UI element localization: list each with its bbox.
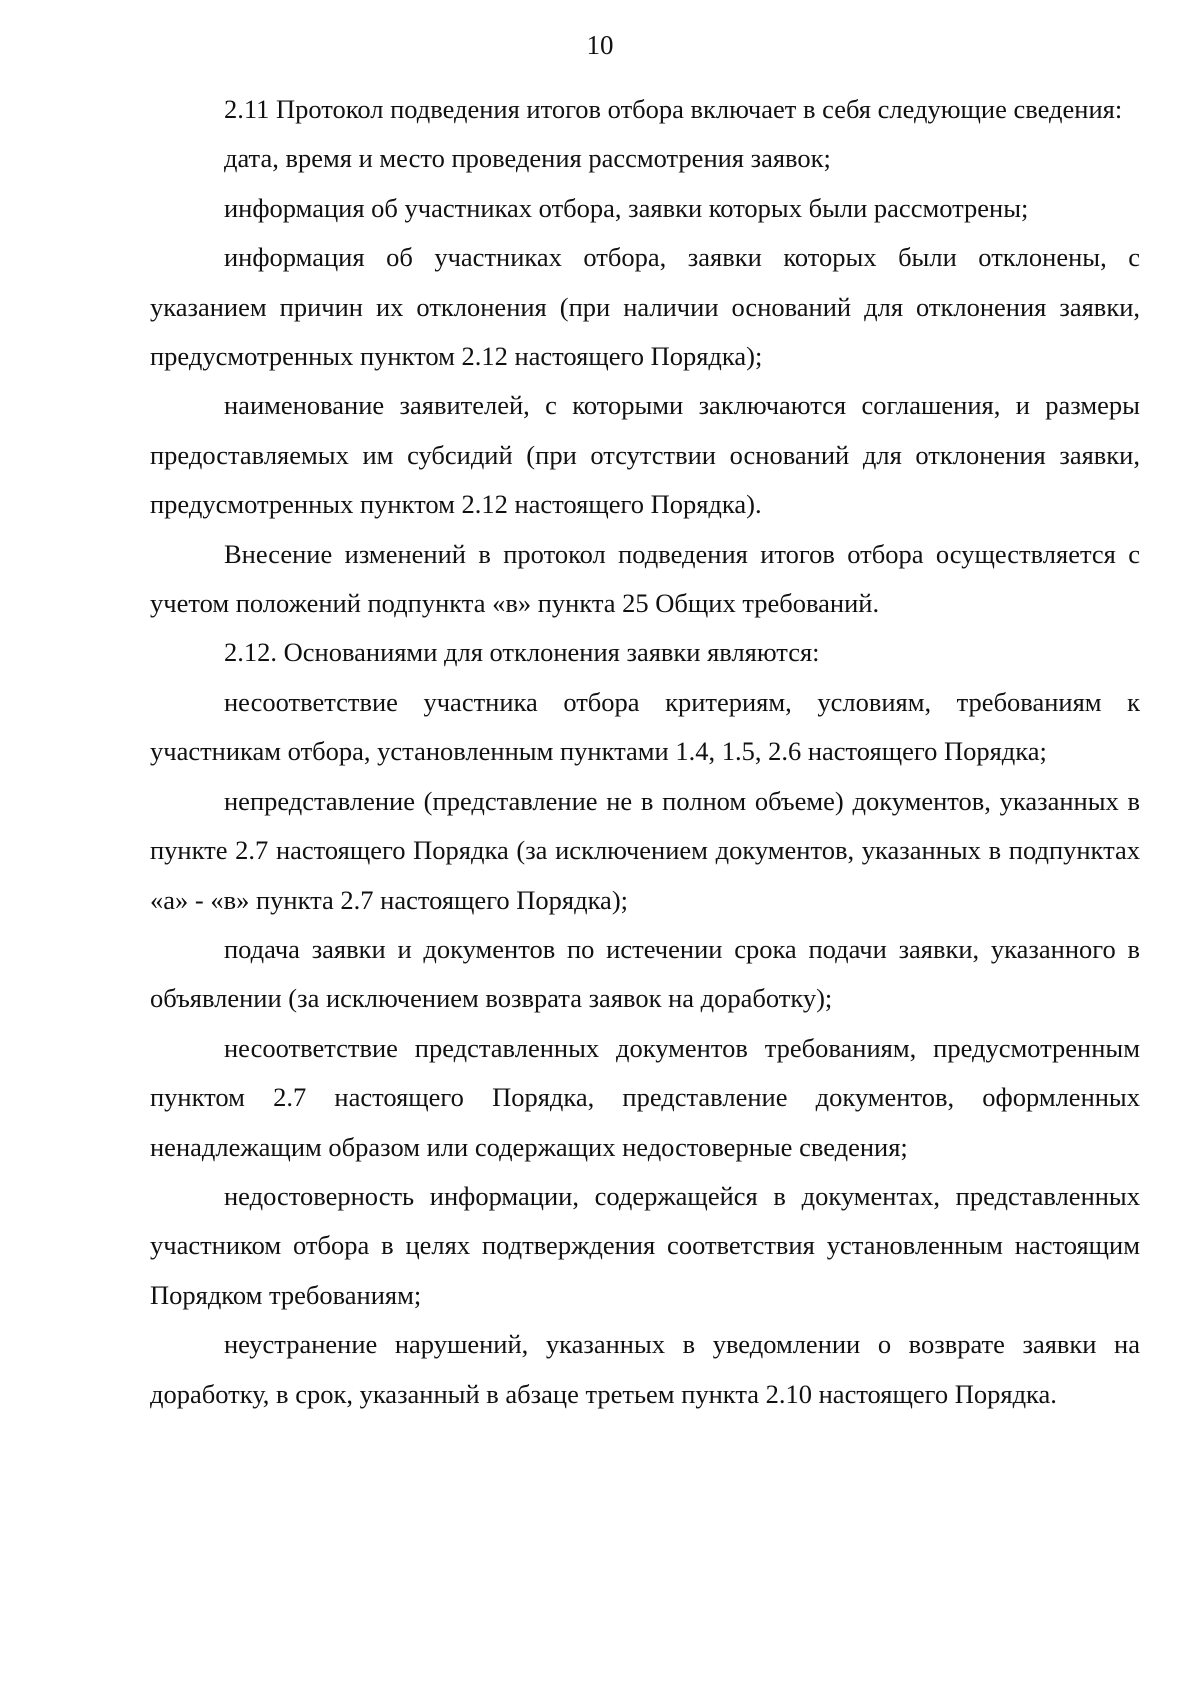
paragraph-documents-noncompliance: несоответствие представленных документов требованиям, предусмотренным пунктом 2.7 настоящего Порядка, представление документов, оформленных ненадлежащим образом или содержащих недостоверные сведения; [150, 1032, 1140, 1162]
paragraph-violations-not-fixed: неустранение нарушений, указанных в уведомлении о возврате заявки на доработку, в срок, указанный в абзаце третьем пункта 2.10 настоящего Порядка. [150, 1329, 1140, 1409]
paragraph-reviewed-participants: информация об участниках отбора, заявки которых были рассмотрены; [224, 192, 1029, 223]
paragraph-criteria-mismatch: несоответствие участника отбора критериям, условиям, требованиям к участникам отбора, установленным пунктами 1.4, 1.5, 2.6 настоящего Порядка; [150, 686, 1140, 767]
paragraph-date-time-place: дата, время и место проведения рассмотрения заявок; [224, 143, 831, 174]
paragraph-unreliable-information: недостоверность информации, содержащейся в документах, представленных участником отбора в целях подтверждения соответствия установленным настоящим Порядком требованиям; [150, 1180, 1140, 1310]
paragraph-applicants-subsidies: наименование заявителей, с которыми заключаются соглашения, и размеры предоставляемых им субсидий (при отсутствии оснований для отклонения заявки, предусмотренных пунктом 2.12 настоящего Порядка). [150, 390, 1140, 520]
paragraph-2-11-intro: 2.11 Протокол подведения итогов отбора включает в себя следующие сведения: [224, 94, 1123, 124]
paragraph-late-submission: подача заявки и документов по истечении срока подачи заявки, указанного в объявлении (за исключением возврата заявок на доработку); [150, 933, 1140, 1014]
paragraph-documents-missing: непредставление (представление не в полном объеме) документов, указанных в пункте 2.7 настоящего Порядка (за исключением документов, указанных в подпунктах «а» - «в» пункта 2.7 настоящего Порядка); [150, 785, 1140, 915]
paragraph-2-12-intro: 2.12. Основаниями для отклонения заявки являются: [224, 637, 820, 668]
paragraph-rejected-participants: информация об участниках отбора, заявки которых были отклонены, с указанием причин их отклонения (при наличии оснований для отклонения заявки, предусмотренных пунктом 2.12 настоящего Порядка); [150, 242, 1140, 372]
document-body [150, 85, 1140, 1419]
paragraph-protocol-changes: Внесение изменений в протокол подведения итогов отбора осуществляется с учетом положений подпункта «в» пункта 25 Общих требований. [150, 538, 1140, 619]
page-number: 10 [586, 30, 614, 60]
